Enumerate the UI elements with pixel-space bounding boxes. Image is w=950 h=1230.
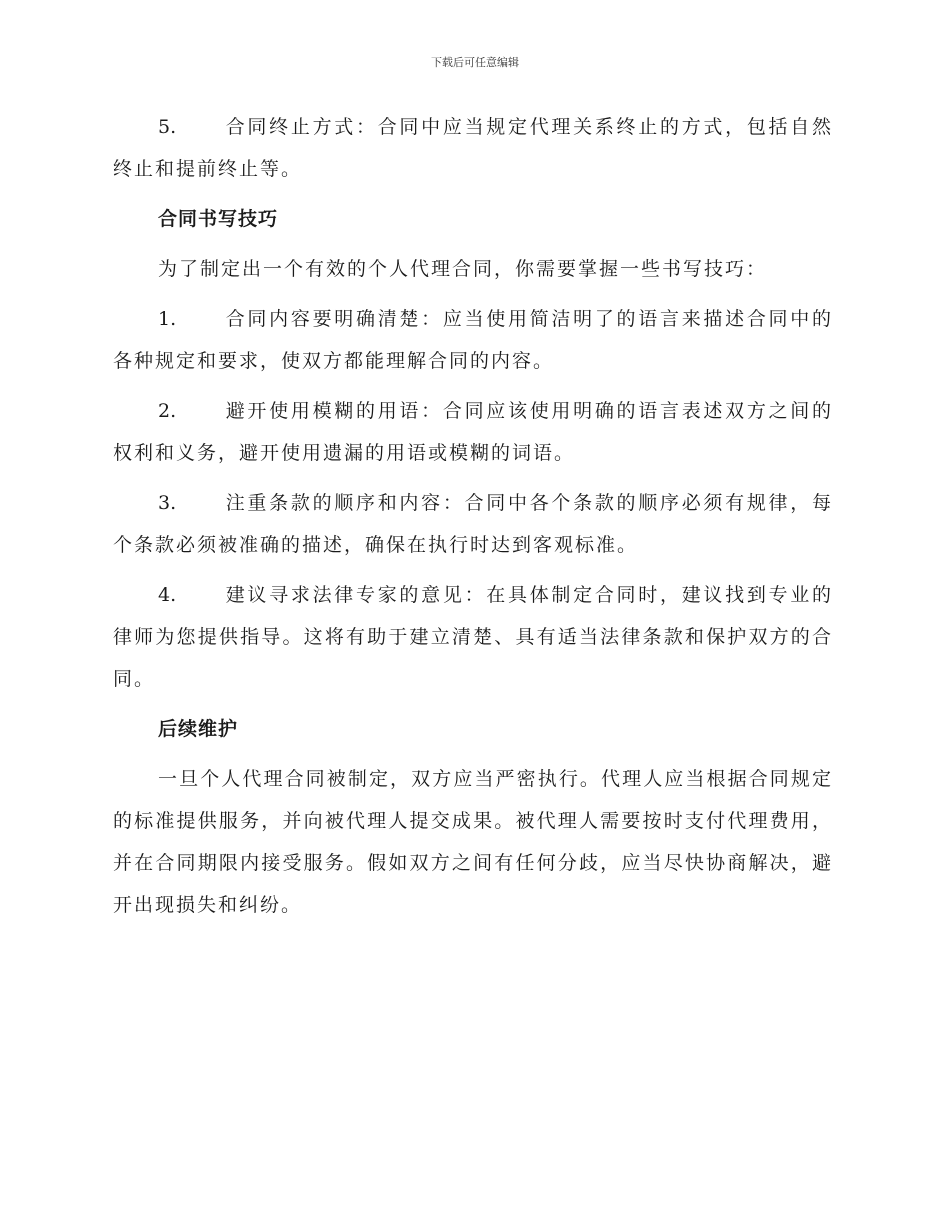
list-text: 合同内容要明确清楚：应当使用简洁明了的语言来描述合同中的各种规定和要求，使双方都能理解合同的内容。 bbox=[113, 308, 833, 372]
section-heading-maintenance: 后续维护 bbox=[158, 718, 239, 740]
list-text: 避开使用模糊的用语：合同应该使用明确的语言表述双方之间的权利和义务，避开使用遗漏的用语或模糊的词语。 bbox=[113, 400, 833, 464]
tip-item-2 bbox=[113, 390, 833, 474]
maintenance-paragraph: 一旦个人代理合同被制定，双方应当严密执行。代理人应当根据合同规定的标准提供服务，并向被代理人提交成果。被代理人需要按时支付代理费用，并在合同期限内接受服务。假如双方之间有任何分歧，应当尽快协商解决，避开出现损失和纠纷。 bbox=[113, 768, 833, 916]
tip-item-3 bbox=[113, 482, 833, 566]
list-number: 2. bbox=[158, 400, 177, 422]
section-heading-tips: 合同书写技巧 bbox=[158, 208, 279, 230]
tips-intro-paragraph: 为了制定出一个有效的个人代理合同，你需要掌握一些书写技巧： bbox=[158, 258, 768, 280]
list-text: 合同终止方式：合同中应当规定代理关系终止的方式，包括自然终止和提前终止等。 bbox=[113, 116, 833, 180]
tip-item-4 bbox=[113, 574, 833, 700]
list-item-5 bbox=[113, 106, 833, 190]
list-text: 注重条款的顺序和内容：合同中各个条款的顺序必须有规律，每个条款必须被准确的描述，确保在执行时达到客观标准。 bbox=[113, 492, 833, 556]
page-header: 下载后可任意编辑 bbox=[431, 56, 519, 69]
tip-item-1 bbox=[113, 298, 833, 382]
list-text: 建议寻求法律专家的意见：在具体制定合同时，建议找到专业的律师为您提供指导。这将有助于建立清楚、具有适当法律条款和保护双方的合同。 bbox=[113, 584, 833, 690]
document-body bbox=[113, 106, 833, 934]
list-number: 1. bbox=[158, 308, 177, 330]
list-number: 5. bbox=[158, 116, 177, 138]
list-number: 3. bbox=[158, 492, 177, 514]
list-number: 4. bbox=[158, 584, 177, 606]
